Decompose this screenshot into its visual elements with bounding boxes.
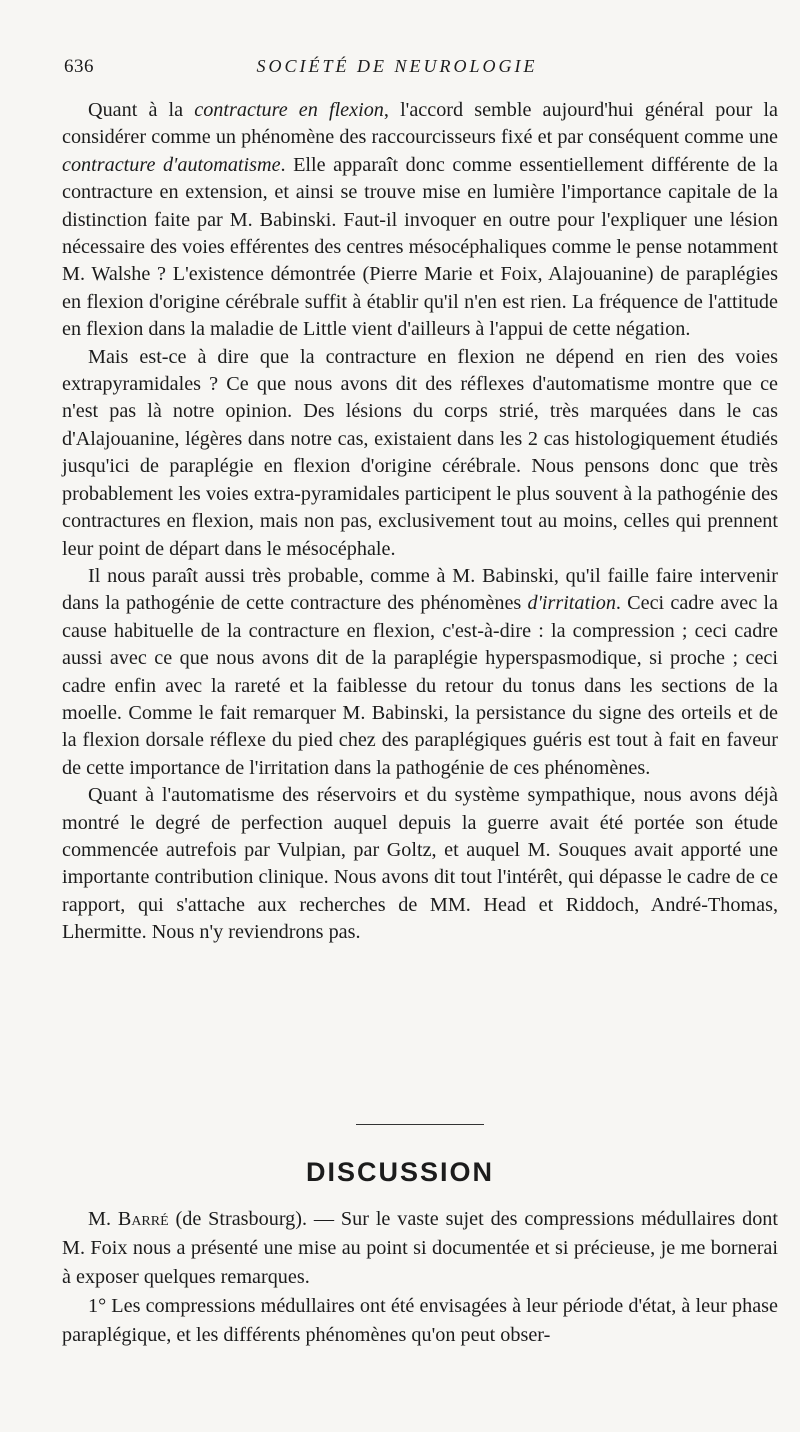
discussion-text [62, 1205, 778, 1350]
running-title: SOCIÉTÉ DE NEUROLOGIE [256, 56, 538, 76]
discussion-heading: DISCUSSION [305, 1157, 495, 1187]
paragraph-3 [62, 563, 778, 782]
p3-text-a: Il nous paraît aussi très probable, comme à M. Babinski, qu'il faille faire intervenir dans la pathogénie de cette contracture des phénomènes [62, 564, 778, 615]
p1-italic-a: contracture en flexion [194, 99, 384, 121]
p1-text-a: Quant à la [88, 99, 195, 121]
paragraph-4: Quant à l'automatisme des réservoirs et du système sympathique, nous avons déjà montré le degré de perfection auquel depuis la guerre avait été portée son étude commencée autrefois par Vulpian, par Goltz, et auquel M. Souques avait apporté une importante contribution clinique. Nous avons dit tout l'intérêt, qui dépasse le cadre de ce rapport, qui s'attache aux recherches de MM. Head et Riddoch, André-Thomas, Lhermitte. Nous n'y reviendrons pas. [62, 784, 778, 944]
paragraph-2: Mais est-ce à dire que la contracture en flexion ne dépend en rien des voies extrapyramidales ? Ce que nous avons dit des réflexes d'automatisme montre que ce n'est pas là notre opinion. Des lésions du corps strié, très marquées dans le cas d'Alajouanine, légères dans notre cas, existaient dans les 2 cas histologiquement étudiés jusqu'ici de paraplégie en flexion d'origine cérébrale. Nous pensons donc que très probablement les voies extra-pyramidales participent le plus souvent à la pathogénie des contractures en flexion, mais non pas, exclusivement tout au moins, celles qui prennent leur point de départ dans le mésocéphale. [62, 345, 778, 560]
d1-text-a: M. [88, 1208, 118, 1230]
discussion-paragraph-1 [62, 1205, 778, 1292]
page-header [64, 56, 760, 86]
speaker-name: Barré [117, 1208, 169, 1230]
p3-italic-a: d'irritation [527, 592, 616, 615]
paragraph-1 [62, 97, 778, 344]
p1-text-b: , l'accord semble aujourd'hui général pour la considérer comme un phénomène des raccourcisseurs fixé et par conséquent comme une [62, 99, 778, 149]
p1-text-c: . Elle apparaît donc comme essentiellement différente de la contracture en extension, et ainsi se trouve mise en lumière l'importance capitale de la distinction faite par M. Babinski. Faut-il invoquer en outre pour l'expliquer une lésion nécessaire des voies efférentes des centres mésocéphaliques comme le pense notamment M. Walshe ? L'existence démontrée (Pierre Marie et Foix, Alajouanine) de paraplégies en flexion d'origine cérébrale suffit à établir qu'il n'en est rien. La fréquence de l'attitude en flexion dans la maladie de Little vient d'ailleurs à l'appui de cette négation. [62, 153, 778, 341]
d1-text-b: (de Strasbourg). — Sur le vaste sujet des compressions médullaires dont M. Foix nous a présenté une mise au point si documentée et si précieuse, je me bornerai à exposer quelques remarques. [62, 1208, 779, 1288]
section-divider [356, 1124, 484, 1125]
p1-italic-b: contracture d'automatisme [62, 153, 281, 176]
body-text [62, 97, 778, 947]
discussion-paragraph-2: 1° Les compressions médullaires ont été envisagées à leur période d'état, à leur phase paraplégique, et les différents phénomènes qu'on peut obser- [62, 1295, 778, 1346]
p3-text-b: . Ceci cadre avec la cause habituelle de la contracture en flexion, c'est-à-dire : la compression ; ceci cadre aussi avec ce que nous avons dit de la paraplégie hyperspasmodique, si proche ; ceci cadre enfin avec la rareté et la faiblesse du retour du tonus dans les sections de la moelle. Comme le fait remarquer M. Babinski, la persistance du signe des orteils et de la flexion dorsale réflexe du pied chez des paraplégiques guéris est tout à fait en faveur de cette importance de l'irritation dans la pathogénie de ces phénomènes. [62, 592, 778, 779]
page-number: 636 [64, 56, 94, 77]
